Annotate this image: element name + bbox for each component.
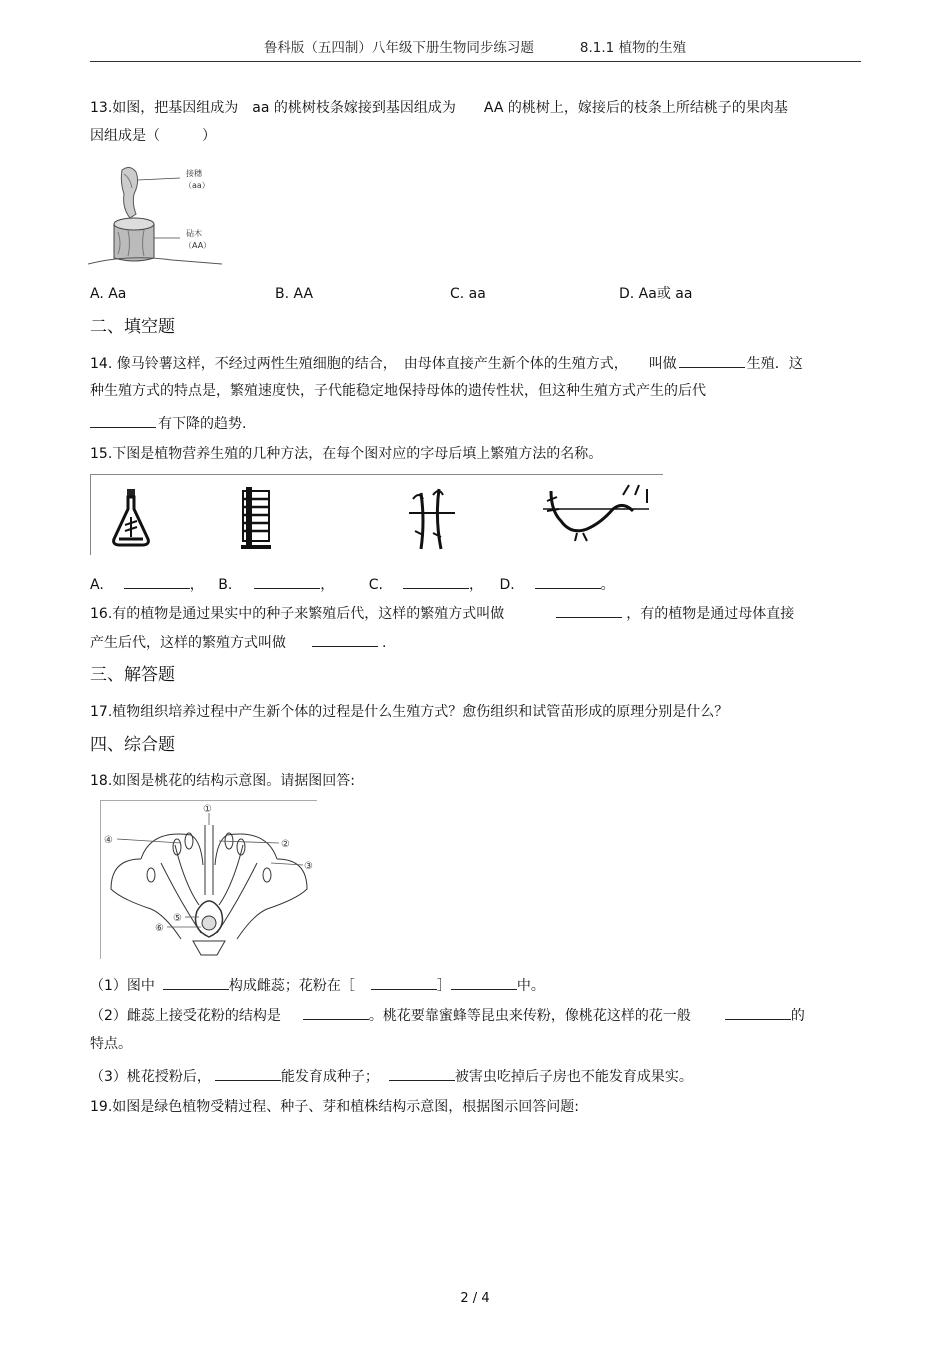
- header-book-title: 鲁科版（五四制）八年级下册生物同步练习题: [263, 40, 534, 56]
- q18-part2: [90, 1005, 805, 1026]
- q13-option-c: C. aa: [450, 286, 486, 302]
- stock-label: 砧木: [186, 229, 202, 238]
- q16-line1-text: 16.有的植物是通过果实中的种子来繁殖后代，这样的繁殖方式叫做: [90, 606, 505, 622]
- scion-label: 接穗: [186, 169, 202, 178]
- q18-blank-2[interactable]: [371, 975, 437, 990]
- q15-label-c: C.: [368, 577, 383, 593]
- scion-gene-label: （aa）: [184, 181, 210, 190]
- q18-p1-c: ］: [436, 978, 451, 994]
- q18-blank-1[interactable]: [163, 975, 229, 990]
- q14-line1-tail: 生殖．这: [746, 356, 803, 372]
- q15-blank-a[interactable]: [124, 574, 190, 589]
- q18-blank-7[interactable]: [389, 1066, 455, 1081]
- peach-flower-figure: [100, 800, 317, 959]
- q18-blank-4[interactable]: [303, 1005, 369, 1020]
- header-rule: [90, 61, 861, 62]
- q15-sep-d: 。: [600, 577, 615, 593]
- layering-drawing: [241, 487, 271, 549]
- q18-p3-a: （3）桃花授粉后，: [90, 1069, 211, 1085]
- q15-blank-b[interactable]: [254, 574, 320, 589]
- q13-option-d: D. Aa或 aa: [619, 286, 693, 302]
- cutting-drawing: [409, 489, 455, 549]
- section-fill-in-title: 二、填空题: [90, 317, 175, 337]
- grafting-figure: [88, 160, 228, 270]
- q15-label-b: B.: [218, 577, 233, 593]
- q15-blank-d[interactable]: [535, 574, 601, 589]
- q18-part2-end: 特点。: [90, 1036, 132, 1052]
- q16-line1-tail: ，有的植物是通过母体直接: [626, 606, 795, 622]
- page-number: 2 / 4: [460, 1291, 490, 1306]
- tissue-culture-flask-drawing: [114, 489, 149, 545]
- q13-option-b: B. AA: [275, 286, 314, 302]
- section-answer-title: 三、解答题: [90, 665, 175, 685]
- stock-gene-label: （AA）: [184, 241, 212, 250]
- q15-answer-line: [90, 574, 615, 595]
- q18-p2-a: （2）雌蕊上接受花粉的结构是: [90, 1008, 281, 1024]
- q13-option-a: A. Aa: [90, 286, 127, 302]
- q14-line1: [90, 353, 803, 374]
- flower-mark-3: ③: [304, 861, 313, 872]
- q18-p3-b: 能发育成种子；: [280, 1069, 379, 1085]
- q15-sep-b: ，: [320, 577, 335, 593]
- q14-line1-text: 14. 像马铃薯这样，不经过两性生殖细胞的结合， 由母体直接产生新个体的生殖方式， 叫做: [90, 356, 677, 372]
- section-comprehensive-title: 四、综合题: [90, 735, 175, 755]
- q18-blank-3[interactable]: [451, 975, 517, 990]
- q13-line1: 13.如图，把基因组成为 aa 的桃树枝条嫁接到基因组成为 AA 的桃树上，嫁接后的枝条上所结桃子的果肉基: [90, 100, 788, 116]
- flower-mark-1: ①: [203, 804, 212, 815]
- q18-p2-b: 。桃花要靠蜜蜂等昆虫来传粉，像桃花这样的花一般: [368, 1008, 691, 1024]
- q18-part3: [90, 1066, 693, 1087]
- q14-blank-2[interactable]: [90, 413, 156, 428]
- q16-line2: [90, 632, 386, 653]
- q16-line2-text: 产生后代，这样的繁殖方式叫做: [90, 635, 286, 651]
- q18-p1-a: （1）图中: [90, 978, 155, 994]
- page-header: [0, 36, 950, 56]
- q13-line2: 因组成是（ ）: [90, 128, 216, 144]
- q19-text: 19.如图是绿色植物受精过程、种子、芽和植株结构示意图，根据图示回答问题:: [90, 1099, 579, 1115]
- q18-blank-5[interactable]: [725, 1005, 791, 1020]
- flower-mark-5: ⑤: [173, 913, 182, 924]
- q18-p2-c: 的: [790, 1008, 805, 1024]
- header-section-title: 8.1.1 植物的生殖: [579, 40, 687, 56]
- arch-layering-drawing: [543, 485, 649, 541]
- q18-p3-c: 被害虫吃掉后子房也不能发育成果实。: [454, 1069, 693, 1085]
- q15-sep-a: ，: [189, 577, 204, 593]
- q16-line2-tail: .: [382, 635, 387, 651]
- q14-line3: [90, 413, 246, 434]
- q17-text: 17.植物组织培养过程中产生新个体的过程是什么生殖方式？愈伤组织和试管苗形成的原理分别是什么？: [90, 704, 729, 720]
- q16-blank-2[interactable]: [312, 632, 378, 647]
- q14-line3-text: 有下降的趋势.: [158, 416, 247, 432]
- q15-blank-c[interactable]: [403, 574, 469, 589]
- q15-line1: 15.下图是植物营养生殖的几种方法，在每个图对应的字母后填上繁殖方法的名称。: [90, 446, 603, 462]
- q15-label-d: D.: [499, 577, 515, 593]
- q18-p1-d: 中。: [516, 978, 545, 994]
- q18-p1-b: 构成雌蕊；花粉在［: [228, 978, 355, 994]
- q15-label-a: A.: [90, 577, 104, 593]
- q14-blank-1[interactable]: [679, 353, 745, 368]
- q18-part1: [90, 975, 545, 996]
- q18-line1: 18.如图是桃花的结构示意图。请据图回答:: [90, 773, 355, 789]
- flower-mark-4: ④: [104, 835, 113, 846]
- q18-blank-6[interactable]: [215, 1066, 281, 1081]
- flower-mark-2: ②: [281, 839, 290, 850]
- q16-blank-1[interactable]: [556, 603, 622, 618]
- flower-mark-6: ⑥: [155, 923, 164, 934]
- propagation-figure: [90, 474, 663, 555]
- q14-line2: 种生殖方式的特点是，繁殖速度快，子代能稳定地保持母体的遗传性状，但这种生殖方式产生的后代: [90, 383, 706, 399]
- q15-sep-c: ，: [468, 577, 483, 593]
- q16-line1: [90, 603, 794, 624]
